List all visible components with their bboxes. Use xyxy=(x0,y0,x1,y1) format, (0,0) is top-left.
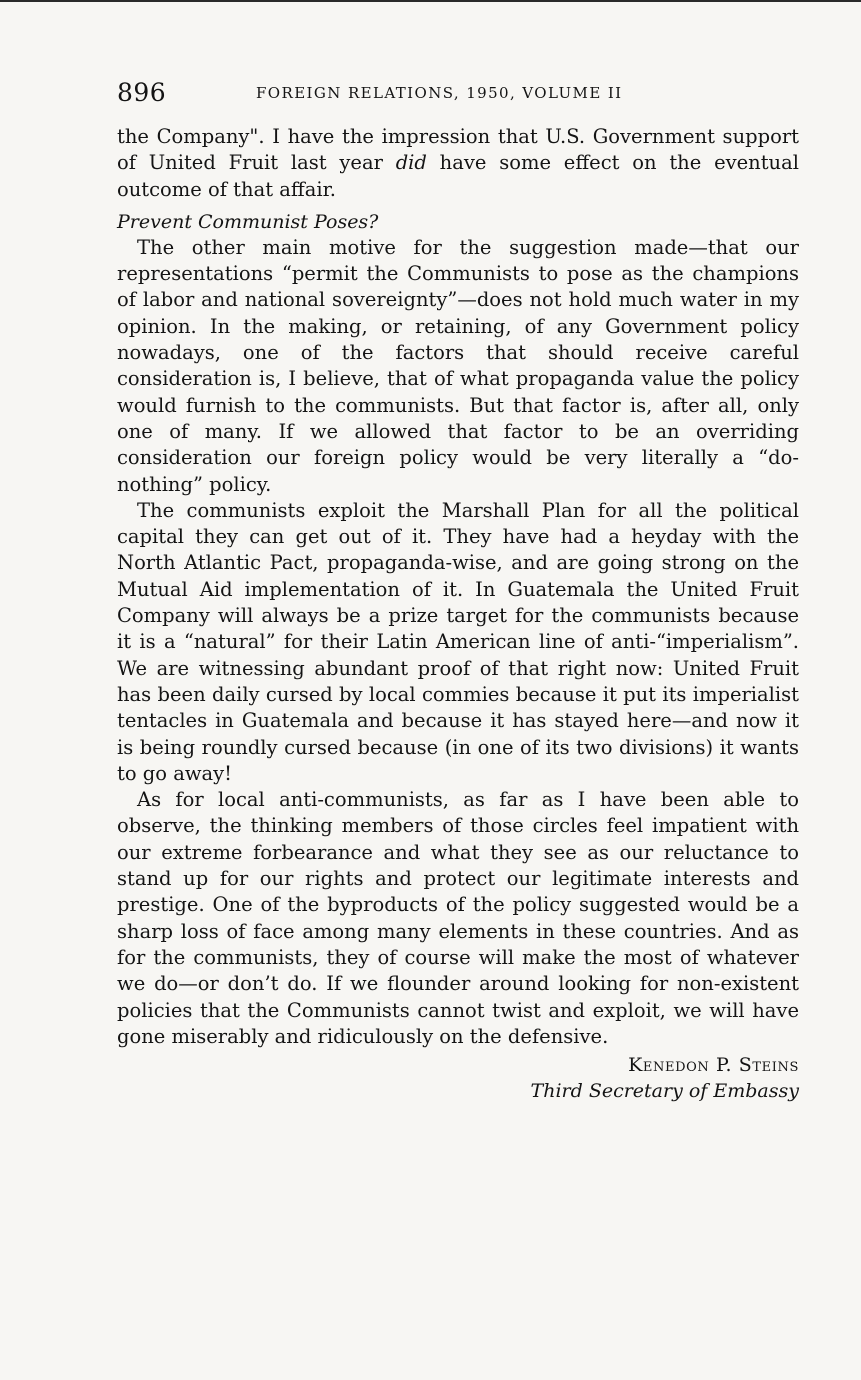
body-text xyxy=(117,124,799,1050)
signature-block xyxy=(117,1052,799,1104)
signature-title: Third Secretary of Embassy xyxy=(530,1080,799,1103)
paragraph-communists-exploit: The communists exploit the Marshall Plan for all the political capital they can get out of it. They have had a heyday with the North Atlantic Pact, propaganda-wise, and are going strong on the Mutual Aid implementation of it. In Guatemala the United Fruit Company will always be a prize target for the communists because it is a “natural” for their Latin American line of anti-“imperialism”. We are witnessing abundant proof of that right now: United Fruit has been daily cursed by local commies because it put its imperialist tentacles in Guatemala and because it has stayed here—and now it is being roundly cursed because (in one of its two divisions) it wants to go away! xyxy=(117,498,799,785)
signature-name: Kenedon P. Steins xyxy=(628,1054,799,1077)
continued-paragraph-part1: the Company". I have the impression that U.S. Government support of United Fruit last year xyxy=(117,125,799,175)
document-page xyxy=(117,78,799,1104)
top-rule xyxy=(0,0,861,2)
continued-paragraph xyxy=(117,124,799,203)
paragraph-propaganda-motive: The other main motive for the suggestion made—that our representations “permit the Communists to pose as the champions of labor and national sovereignty”—does not hold much water in my opinion. In the making, or retaining, of any Government policy nowadays, one of the factors that should receive careful consideration is, I believe, that of what propaganda value the policy would furnish to the communists. But that factor is, after all, only one of many. If we allowed that factor to be an overriding consideration our foreign policy would be very literally a “do-nothing” policy. xyxy=(117,235,799,496)
emphasis-did: did xyxy=(395,151,427,175)
page-number: 896 xyxy=(117,78,167,107)
section-subheading: Prevent Communist Poses? xyxy=(117,210,379,233)
continued-paragraph-part2: have some effect on the eventual outcome of that affair. xyxy=(117,151,799,201)
paragraph-anti-communists: As for local anti-communists, as far as I have been able to observe, the thinking members of those circles feel impatient with our extreme forbearance and what they see as our reluctance to stand up for our rights and protect our legitimate interests and prestige. One of the byproducts of the policy suggested would be a sharp loss of face among many elements in these countries. And as for the communists, they of course will make the most of whatever we do—or don’t do. If we flounder around looking for non-existent policies that the Communists cannot twist and exploit, we will have gone miserably and ridiculously on the defensive. xyxy=(117,788,799,1048)
running-head xyxy=(117,78,799,112)
running-head-title: FOREIGN RELATIONS, 1950, VOLUME II xyxy=(256,84,623,102)
